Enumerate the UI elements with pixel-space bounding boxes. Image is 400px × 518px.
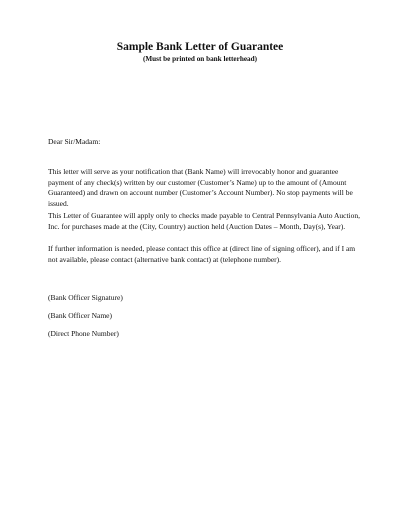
signature-line-phone: (Direct Phone Number) xyxy=(48,329,119,338)
paragraph-notification xyxy=(48,167,360,209)
paragraph-scope xyxy=(48,211,360,232)
salutation: Dear Sir/Madam: xyxy=(48,137,101,146)
document-title: Sample Bank Letter of Guarantee xyxy=(116,41,284,53)
paragraph-text: If further information is needed, please contact this office at (direct line of signing officer), and if I am not available, please contact (alternative bank contact) at (telephone number). xyxy=(48,244,356,264)
paragraph-text: This letter will serve as your notification that (Bank Name) will irrevocably honor and guarantee payment of any check(s) written by our customer (Customer’s Name) up to the amount of (Amount Guaranteed) and drawn on account number (Customer’s Account Number). No stop payments will be issued. xyxy=(48,167,353,208)
signature-line-officer-name: (Bank Officer Name) xyxy=(48,311,112,320)
paragraph-contact xyxy=(48,244,360,265)
paragraph-text: This Letter of Guarantee will apply only to checks made payable to Central Pennsylvania Auto Auction, Inc. for purchases made at the (City, Country) auction held (Auction Dates – Month, Day(s), Year). xyxy=(48,211,361,231)
signature-line-officer-signature: (Bank Officer Signature) xyxy=(48,293,123,302)
document-subtitle: (Must be printed on bank letterhead) xyxy=(142,55,257,63)
